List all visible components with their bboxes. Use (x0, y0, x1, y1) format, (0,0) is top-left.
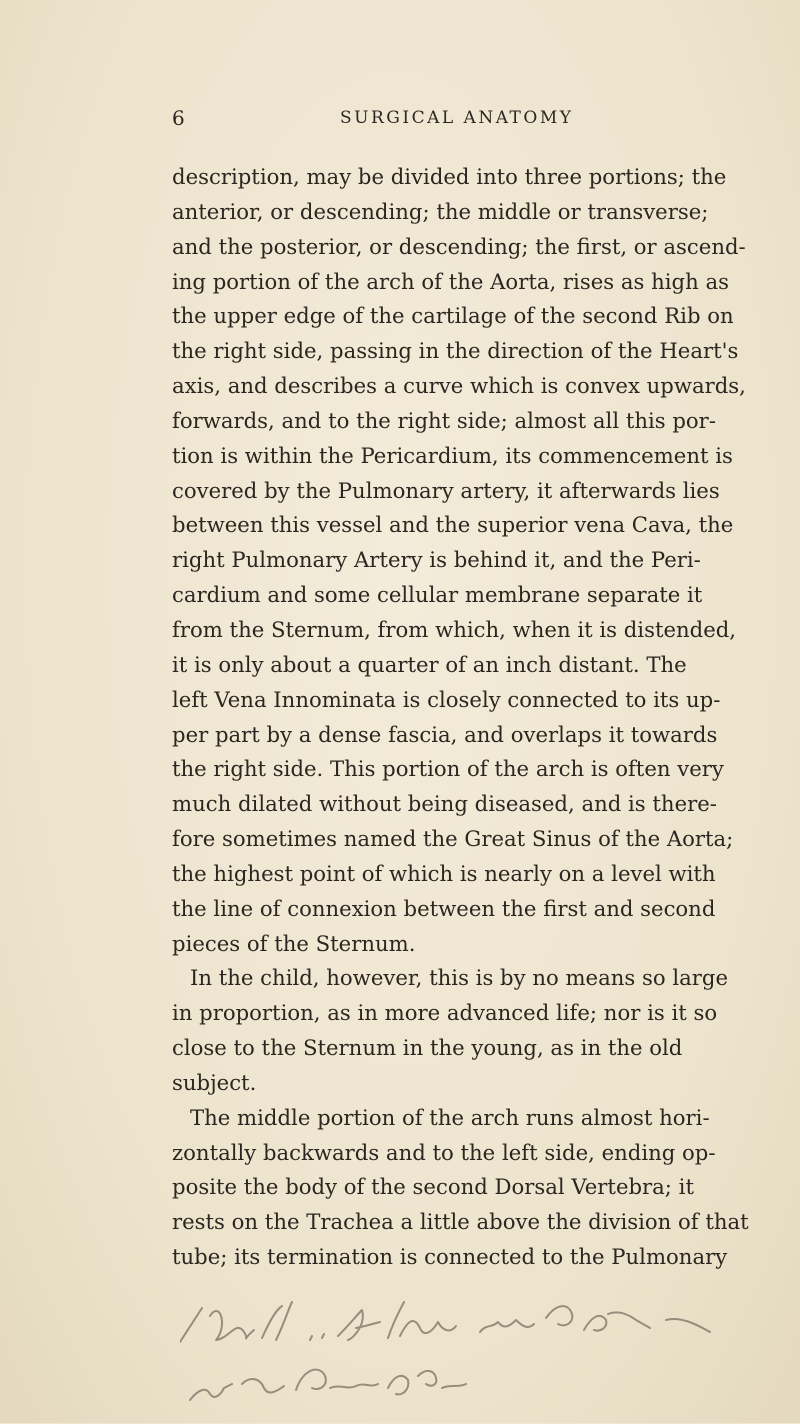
text-line: zontally backwards and to the left side, ending op- (172, 1139, 716, 1165)
text-line: the upper edge of the cartilage of the second Rib on (172, 303, 734, 329)
running-head: SURGICAL ANATOMY (340, 108, 574, 128)
text-line: left Vena Innominata is closely connected to its up- (172, 686, 721, 712)
page-header (172, 106, 672, 136)
text-line: much dilated without being diseased, and is there- (172, 791, 717, 817)
text-line: and the posterior, or descending; the first, or ascend- (172, 233, 746, 259)
text-line: tube; its termination is connected to the Pulmonary (172, 1244, 728, 1270)
text-line: tion is within the Pericardium, its commencement is (172, 442, 733, 468)
text-line: rests on the Trachea a little above the division of that (172, 1209, 749, 1235)
handwritten-scribble (180, 1280, 720, 1420)
handwritten-annotation (180, 1280, 720, 1420)
body-text (172, 160, 749, 1275)
text-line: fore sometimes named the Great Sinus of the Aorta; (172, 826, 734, 852)
text-line: anterior, or descending; the middle or transverse; (172, 198, 709, 224)
text-line: the right side, passing in the direction of the Heart's (172, 338, 739, 364)
text-line: description, may be divided into three portions; the (172, 164, 727, 189)
text-line: subject. (172, 1069, 257, 1095)
text-line: pieces of the Sternum. (172, 930, 416, 956)
text-line: covered by the Pulmonary artery, it afterwards lies (172, 477, 720, 503)
text-line: in proportion, as in more advanced life; nor is it so (172, 1000, 718, 1026)
text-line: posite the body of the second Dorsal Vertebra; it (172, 1174, 694, 1200)
page-number: 6 (172, 106, 186, 130)
text-line: it is only about a quarter of an inch distant. The (172, 651, 687, 677)
text-line: the line of connexion between the first and second (172, 895, 716, 921)
text-line: ing portion of the arch of the Aorta, rises as high as (172, 268, 729, 294)
text-line: forwards, and to the right side; almost all this por- (172, 407, 716, 433)
text-line: The middle portion of the arch runs almost hori- (190, 1104, 710, 1130)
text-line: from the Sternum, from which, when it is distended, (172, 616, 737, 642)
text-line: right Pulmonary Artery is behind it, and the Peri- (172, 547, 701, 573)
text-line: the right side. This portion of the arch is often very (172, 756, 724, 782)
text-line: per part by a dense fascia, and overlaps it towards (172, 721, 718, 747)
text-line: close to the Sternum in the young, as in the old (172, 1035, 683, 1061)
text-line: the highest point of which is nearly on a level with (172, 860, 716, 886)
text-line: In the child, however, this is by no means so large (190, 965, 728, 991)
text-line: between this vessel and the superior vena Cava, the (172, 512, 734, 538)
text-line: cardium and some cellular membrane separate it (172, 582, 703, 608)
text-line: axis, and describes a curve which is convex upwards, (172, 373, 746, 399)
